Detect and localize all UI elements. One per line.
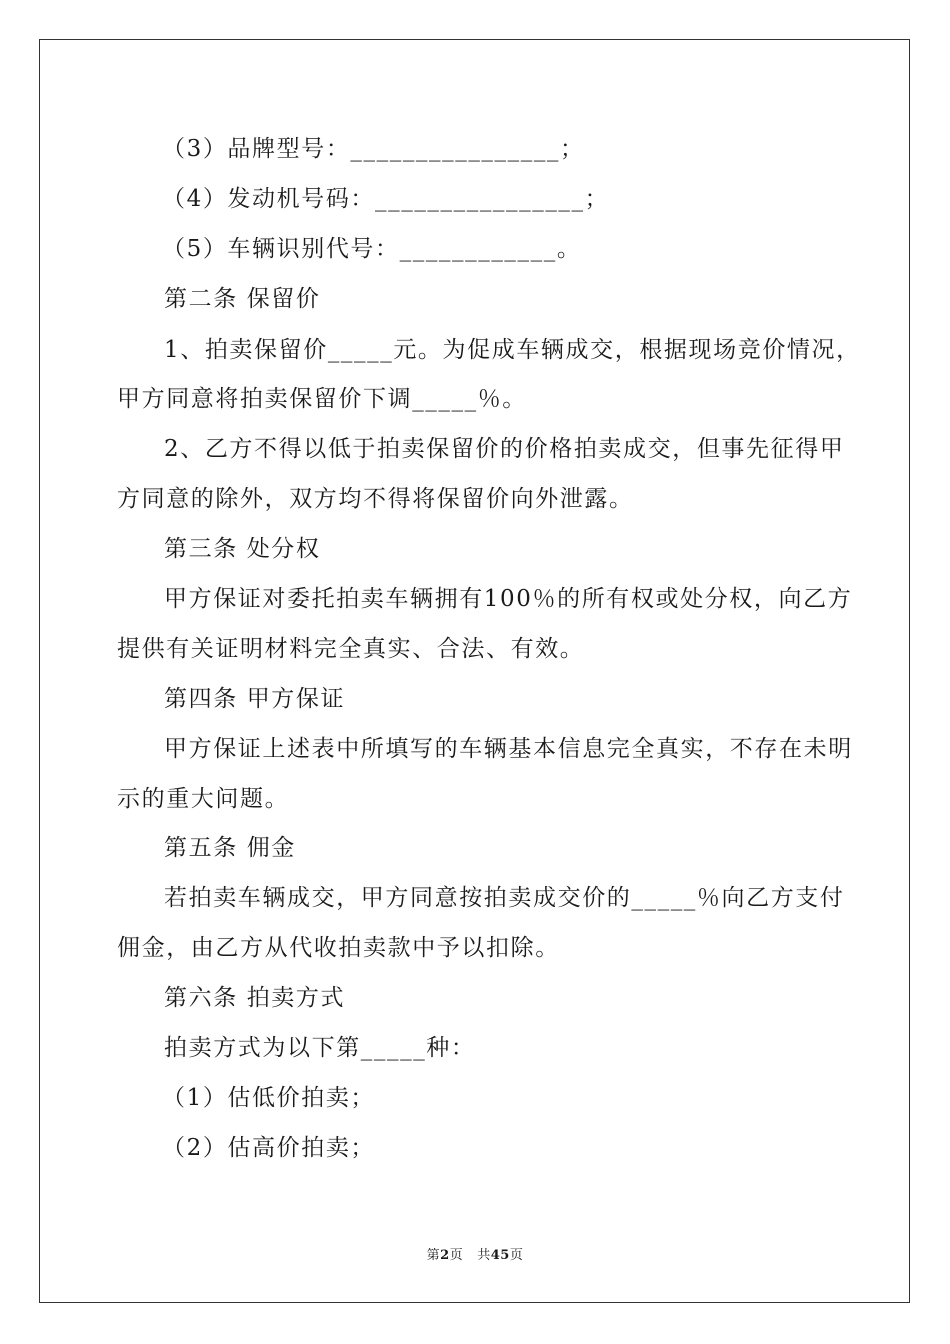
item-engine-number: （4）发动机号码：________________； (162, 186, 610, 212)
article-3-heading: 第三条 处分权 (164, 536, 321, 562)
paragraph-line: 提供有关证明材料完全真实、合法、有效。 (117, 636, 585, 662)
paragraph-line: 示的重大问题。 (117, 786, 290, 812)
total-prefix: 共 (477, 1248, 491, 1263)
paragraph-line: 拍卖方式为以下第_____种： (164, 1035, 476, 1061)
auction-option-2: （2）估高价拍卖； (162, 1135, 376, 1161)
article-6-heading: 第六条 拍卖方式 (164, 985, 346, 1011)
paragraph-line: 甲方保证上述表中所填写的车辆基本信息完全真实，不存在未明 (164, 736, 853, 762)
article-4-heading: 第四条 甲方保证 (164, 686, 346, 712)
article-5-heading: 第五条 佣金 (164, 835, 296, 861)
paragraph-line: 甲方保证对委托拍卖车辆拥有100％的所有权或处分权，向乙方 (164, 586, 853, 612)
paragraph-line: 佣金，由乙方从代收拍卖款中予以扣除。 (117, 935, 560, 961)
auction-option-1: （1）估低价拍卖； (162, 1085, 376, 1111)
total-suffix: 页 (509, 1248, 524, 1263)
page-suffix: 页 (449, 1248, 464, 1263)
paragraph-line: 方同意的除外，双方均不得将保留价向外泄露。 (117, 486, 634, 512)
paragraph-line: 甲方同意将拍卖保留价下调_____％。 (117, 386, 527, 412)
paragraph-line: 2、乙方不得以低于拍卖保留价的价格拍卖成交，但事先征得甲 (164, 436, 845, 462)
item-brand-model: （3）品牌型号：________________； (162, 136, 585, 162)
total-pages: 45 (490, 1248, 510, 1263)
article-2-heading: 第二条 保留价 (164, 286, 321, 312)
item-vin: （5）车辆识别代号：____________。 (162, 236, 582, 262)
page-prefix: 第 (426, 1248, 441, 1263)
page-number: 2 (440, 1248, 450, 1263)
paragraph-line: 1、拍卖保留价_____元。为促成车辆成交，根据现场竞价情况， (164, 337, 861, 363)
page-footer (0, 1247, 950, 1265)
page-frame (39, 39, 910, 1303)
paragraph-line: 若拍卖车辆成交，甲方同意按拍卖成交价的_____％向乙方支付 (164, 885, 845, 911)
